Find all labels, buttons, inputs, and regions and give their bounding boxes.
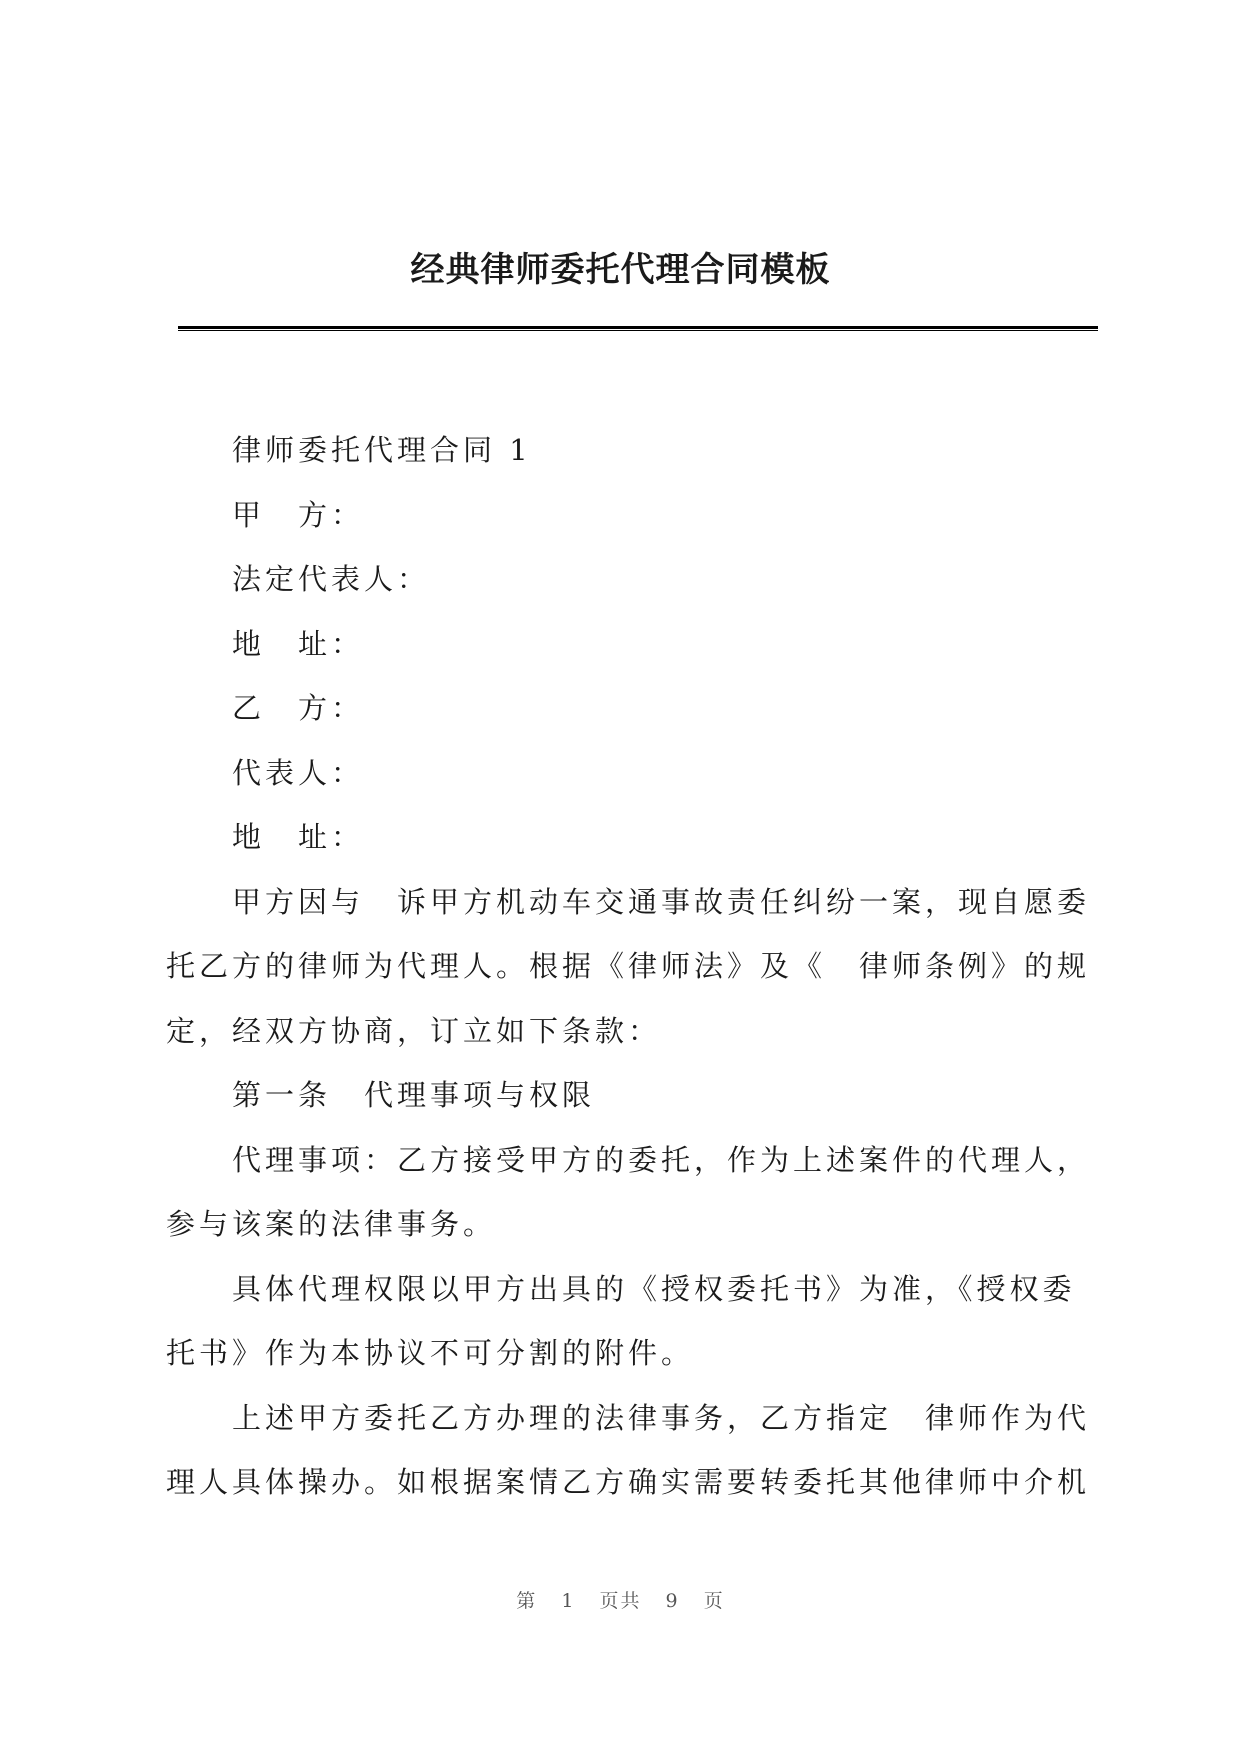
paragraph-line: 托乙方的律师为代理人。根据《律师法》及《 律师条例》的规 [166,949,1091,983]
document-title: 经典律师委托代理合同模板 [410,250,831,290]
contract-heading: 律师委托代理合同 1 [232,433,532,467]
footer-suffix: 页 [703,1590,725,1612]
paragraph-line: 参与该案的法律事务。 [166,1207,497,1241]
footer-prefix: 第 [516,1590,538,1612]
paragraph-line: 代理事项：乙方接受甲方的委托，作为上述案件的代理人， [232,1142,1091,1177]
title-double-rule [178,326,1098,331]
document-body [166,418,1091,1515]
paragraph-line: 理人具体操办。如根据案情乙方确实需要转委托其他律师中介机 [166,1465,1091,1499]
article-heading: 第一条 代理事项与权限 [232,1078,596,1112]
paragraph-line: 具体代理权限以甲方出具的《授权委托书》为准，《授权委 [232,1271,1076,1306]
paragraph-line: 上述甲方委托乙方办理的法律事务，乙方指定 律师作为代 [232,1400,1091,1435]
paragraph-line: 甲方因与 诉甲方机动车交通事故责任纠纷一案，现自愿委 [232,884,1091,919]
party-b-label: 乙 方： [232,691,365,725]
footer-middle: 页共 [599,1590,642,1612]
party-a-address-label: 地 址： [232,626,365,661]
footer-current-page: 1 [561,1590,576,1612]
footer-total-pages: 9 [665,1590,680,1612]
legal-rep-label: 法定代表人： [232,562,431,596]
party-b-address-label: 地 址： [232,820,365,854]
representative-label: 代表人： [232,755,365,790]
paragraph-line: 托书》作为本协议不可分割的附件。 [166,1336,695,1370]
party-a-label: 甲 方： [232,497,365,532]
paragraph-line: 定，经双方协商，订立如下条款： [166,1013,662,1048]
page-footer [0,1586,1241,1613]
